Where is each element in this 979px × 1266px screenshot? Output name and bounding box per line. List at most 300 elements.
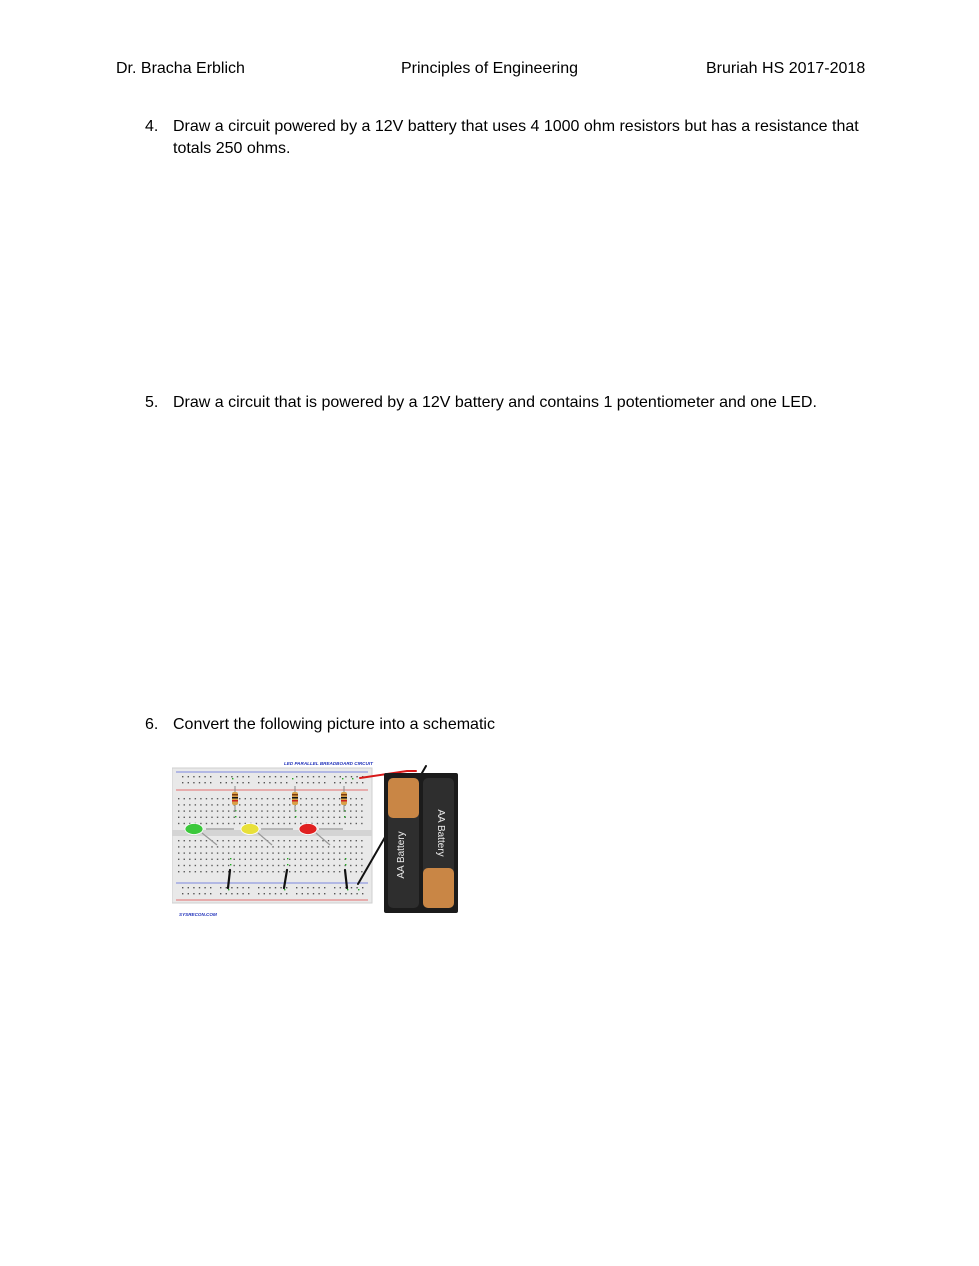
breadboard-hole [195, 798, 196, 799]
breadboard-hole [295, 865, 296, 866]
breadboard-hole [278, 798, 279, 799]
breadboard-hole [242, 893, 243, 894]
breadboard-hole [289, 817, 290, 818]
breadboard-hole [211, 871, 212, 872]
breadboard-hole [339, 871, 340, 872]
breadboard-hole [313, 782, 314, 783]
breadboard-hole [245, 846, 246, 847]
breadboard-hole [211, 859, 212, 860]
breadboard-hole [195, 804, 196, 805]
breadboard-hole [217, 804, 218, 805]
breadboard-hole [317, 798, 318, 799]
breadboard-hole [283, 859, 284, 860]
breadboard-hole [322, 804, 323, 805]
breadboard-hole [200, 804, 201, 805]
breadboard-hole [242, 776, 243, 777]
breadboard-hole [272, 865, 273, 866]
breadboard-hole [239, 871, 240, 872]
breadboard-hole [269, 776, 270, 777]
breadboard-hole [256, 804, 257, 805]
breadboard-hole [317, 823, 318, 824]
breadboard-hole [245, 804, 246, 805]
breadboard-hole [261, 804, 262, 805]
breadboard-hole [300, 840, 301, 841]
breadboard-hole [261, 823, 262, 824]
breadboard-hole [300, 846, 301, 847]
breadboard-hole [356, 804, 357, 805]
breadboard-hole [206, 840, 207, 841]
breadboard-hole [280, 782, 281, 783]
breadboard-hole [206, 871, 207, 872]
breadboard-hole [322, 810, 323, 811]
breadboard-hole [211, 804, 212, 805]
breadboard-hole [178, 823, 179, 824]
breadboard-hole [272, 823, 273, 824]
breadboard-hole [267, 871, 268, 872]
breadboard-hole [317, 852, 318, 853]
breadboard-hole [272, 871, 273, 872]
breadboard-hole [248, 782, 249, 783]
breadboard-hole [250, 859, 251, 860]
breadboard-hole [184, 817, 185, 818]
breadboard-hole [230, 858, 231, 859]
breadboard-hole [226, 776, 227, 777]
breadboard-hole [200, 865, 201, 866]
breadboard-hole [178, 846, 179, 847]
breadboard-hole [256, 798, 257, 799]
breadboard-hole [362, 782, 363, 783]
breadboard-hole [322, 823, 323, 824]
breadboard-hole [267, 865, 268, 866]
breadboard-hole [333, 852, 334, 853]
breadboard-hole [302, 893, 303, 894]
breadboard-hole [211, 798, 212, 799]
breadboard-hole [199, 782, 200, 783]
breadboard-hole [189, 798, 190, 799]
breadboard-hole [250, 798, 251, 799]
breadboard-hole [306, 810, 307, 811]
breadboard-hole [261, 810, 262, 811]
breadboard-hole [356, 776, 357, 777]
breadboard-hole [217, 817, 218, 818]
question-number: 6. [145, 716, 159, 733]
breadboard-hole [295, 871, 296, 872]
breadboard-hole [350, 871, 351, 872]
breadboard-hole [228, 852, 229, 853]
breadboard-hole [195, 840, 196, 841]
breadboard-hole [280, 893, 281, 894]
breadboard-hole [234, 865, 235, 866]
breadboard-hole [361, 865, 362, 866]
breadboard-hole [204, 887, 205, 888]
breadboard-hole [245, 871, 246, 872]
breadboard-hole [339, 840, 340, 841]
breadboard-hole [222, 865, 223, 866]
breadboard-hole [302, 782, 303, 783]
breadboard-hole [206, 852, 207, 853]
breadboard-hole [306, 852, 307, 853]
breadboard-hole [278, 871, 279, 872]
breadboard-hole [256, 846, 257, 847]
breadboard-hole [264, 776, 265, 777]
breadboard-hole [228, 865, 229, 866]
breadboard-hole [188, 782, 189, 783]
breadboard-hole [204, 776, 205, 777]
breadboard-hole [300, 798, 301, 799]
breadboard-hole [317, 817, 318, 818]
breadboard-hole [302, 776, 303, 777]
breadboard-hole [267, 798, 268, 799]
breadboard-hole [324, 887, 325, 888]
breadboard-hole [345, 846, 346, 847]
breadboard-hole [231, 893, 232, 894]
breadboard-hole [283, 810, 284, 811]
breadboard-hole [283, 804, 284, 805]
breadboard-hole [195, 865, 196, 866]
breadboard-hole [178, 840, 179, 841]
breadboard-hole [178, 817, 179, 818]
breadboard-hole [272, 810, 273, 811]
breadboard-hole [345, 840, 346, 841]
breadboard-hole [217, 846, 218, 847]
breadboard-hole [289, 852, 290, 853]
breadboard-hole [289, 871, 290, 872]
breadboard-hole [356, 840, 357, 841]
breadboard-hole [231, 776, 232, 777]
breadboard-hole [217, 823, 218, 824]
breadboard-hole [278, 823, 279, 824]
breadboard-hole [317, 846, 318, 847]
breadboard-hole [222, 852, 223, 853]
breadboard-hole [195, 817, 196, 818]
breadboard-hole [245, 840, 246, 841]
breadboard-hole [328, 859, 329, 860]
breadboard-hole [361, 852, 362, 853]
breadboard-hole [292, 778, 293, 779]
breadboard-hole [242, 887, 243, 888]
breadboard-hole [200, 859, 201, 860]
breadboard-hole [269, 782, 270, 783]
breadboard-hole [206, 846, 207, 847]
breadboard-hole [356, 817, 357, 818]
question-4 [145, 116, 865, 160]
breadboard-hole [261, 852, 262, 853]
breadboard-hole [184, 865, 185, 866]
breadboard-hole [200, 840, 201, 841]
breadboard-hole [258, 893, 259, 894]
breadboard-hole [184, 846, 185, 847]
breadboard-hole [245, 859, 246, 860]
breadboard-hole [311, 804, 312, 805]
breadboard-hole [217, 865, 218, 866]
breadboard-hole [211, 810, 212, 811]
breadboard-hole [258, 887, 259, 888]
breadboard-hole [228, 840, 229, 841]
breadboard-hole [345, 858, 346, 859]
breadboard-hole [350, 865, 351, 866]
breadboard-hole [256, 823, 257, 824]
breadboard-hole [210, 887, 211, 888]
breadboard-hole [211, 865, 212, 866]
breadboard-hole [318, 776, 319, 777]
breadboard-hole [340, 887, 341, 888]
breadboard-hole [245, 810, 246, 811]
breadboard-hole [237, 782, 238, 783]
breadboard-hole [306, 804, 307, 805]
breadboard-hole [234, 840, 235, 841]
breadboard-hole [356, 887, 357, 888]
breadboard-hole [195, 859, 196, 860]
breadboard-hole [311, 865, 312, 866]
breadboard-hole [195, 852, 196, 853]
breadboard-hole [278, 859, 279, 860]
breadboard-hole [226, 887, 227, 888]
breadboard-hole [322, 859, 323, 860]
breadboard-hole [334, 887, 335, 888]
green-led [185, 824, 203, 835]
breadboard-hole [306, 859, 307, 860]
breadboard-hole [242, 782, 243, 783]
breadboard-hole [295, 840, 296, 841]
breadboard-hole [322, 798, 323, 799]
breadboard-hole [182, 887, 183, 888]
breadboard-hole [280, 776, 281, 777]
breadboard-hole [256, 852, 257, 853]
breadboard-hole [311, 817, 312, 818]
breadboard-hole [239, 865, 240, 866]
breadboard-hole [261, 846, 262, 847]
breadboard-hole [322, 846, 323, 847]
breadboard-hole [188, 776, 189, 777]
breadboard-hole [295, 852, 296, 853]
breadboard-hole [211, 823, 212, 824]
breadboard-hole [184, 840, 185, 841]
breadboard-hole [307, 887, 308, 888]
breadboard-hole [256, 817, 257, 818]
breadboard-hole [204, 782, 205, 783]
breadboard-hole [275, 782, 276, 783]
question-5 [145, 392, 865, 414]
breadboard-hole [278, 846, 279, 847]
breadboard-hole [322, 852, 323, 853]
breadboard-hole [220, 776, 221, 777]
breadboard-hole [272, 804, 273, 805]
breadboard-hole [206, 859, 207, 860]
breadboard-hole [193, 782, 194, 783]
breadboard-hole [222, 804, 223, 805]
breadboard-hole [258, 776, 259, 777]
breadboard-hole [324, 776, 325, 777]
breadboard-hole [344, 816, 345, 817]
breadboard-hole [237, 776, 238, 777]
breadboard-hole [289, 865, 290, 866]
breadboard-hole [356, 846, 357, 847]
breadboard-hole [340, 776, 341, 777]
breadboard-hole [362, 887, 363, 888]
breadboard-hole [342, 778, 343, 779]
breadboard-hole [206, 810, 207, 811]
breadboard-hole [228, 817, 229, 818]
breadboard-hole [231, 887, 232, 888]
breadboard-hole [261, 798, 262, 799]
breadboard-hole [322, 817, 323, 818]
breadboard-hole [267, 804, 268, 805]
breadboard-hole [350, 823, 351, 824]
breadboard-hole [272, 859, 273, 860]
breadboard-hole [328, 865, 329, 866]
breadboard-hole [217, 810, 218, 811]
breadboard-hole [317, 810, 318, 811]
breadboard-hole [256, 859, 257, 860]
breadboard-hole [226, 782, 227, 783]
breadboard-hole [324, 782, 325, 783]
breadboard-hole [328, 846, 329, 847]
breadboard-hole [210, 776, 211, 777]
breadboard-hole [275, 893, 276, 894]
breadboard-hole [283, 798, 284, 799]
breadboard-hole [248, 776, 249, 777]
breadboard-hole [222, 798, 223, 799]
breadboard-hole [333, 846, 334, 847]
breadboard-hole [306, 840, 307, 841]
breadboard-hole [217, 852, 218, 853]
breadboard [172, 768, 372, 903]
breadboard-hole [267, 817, 268, 818]
breadboard-hole [289, 846, 290, 847]
breadboard-hole [178, 810, 179, 811]
question-text: Draw a circuit that is powered by a 12V battery and contains 1 potentiometer and one LED. [173, 394, 817, 411]
breadboard-hole [234, 852, 235, 853]
breadboard-hole [200, 871, 201, 872]
breadboard-hole [228, 798, 229, 799]
breadboard-hole [222, 846, 223, 847]
breadboard-hole [350, 859, 351, 860]
breadboard-hole [178, 865, 179, 866]
breadboard-hole [361, 859, 362, 860]
breadboard-hole [350, 817, 351, 818]
breadboard-hole [318, 782, 319, 783]
breadboard-hole [339, 798, 340, 799]
breadboard-hole [189, 871, 190, 872]
question-number: 5. [145, 394, 159, 411]
question-text: Convert the following picture into a schematic [173, 716, 495, 733]
breadboard-hole [313, 887, 314, 888]
breadboard-hole [250, 871, 251, 872]
breadboard-hole [284, 889, 285, 890]
breadboard-hole [333, 871, 334, 872]
breadboard-hole [361, 846, 362, 847]
breadboard-hole [306, 817, 307, 818]
breadboard-hole [206, 798, 207, 799]
breadboard-hole [311, 840, 312, 841]
breadboard-hole [295, 816, 296, 817]
breadboard-hole [228, 804, 229, 805]
breadboard-hole [189, 865, 190, 866]
breadboard-hole [296, 887, 297, 888]
breadboard-hole [256, 865, 257, 866]
breadboard-hole [182, 782, 183, 783]
breadboard-hole [267, 852, 268, 853]
breadboard-hole [295, 846, 296, 847]
breadboard-hole [189, 859, 190, 860]
breadboard-hole [234, 871, 235, 872]
breadboard-hole [356, 893, 357, 894]
breadboard-hole [333, 859, 334, 860]
header-school: Bruriah HS 2017-2018 [706, 60, 866, 77]
breadboard-hole [300, 817, 301, 818]
breadboard-hole [289, 798, 290, 799]
breadboard-hole [283, 871, 284, 872]
breadboard-hole [307, 893, 308, 894]
breadboard-hole [200, 823, 201, 824]
breadboard-hole [345, 776, 346, 777]
breadboard-hole [278, 810, 279, 811]
breadboard-hole [228, 859, 229, 860]
breadboard-hole [283, 817, 284, 818]
breadboard-hole [345, 782, 346, 783]
breadboard-hole [345, 864, 346, 865]
breadboard-hole [296, 893, 297, 894]
breadboard-hole [295, 823, 296, 824]
breadboard-hole [272, 817, 273, 818]
breadboard-hole [333, 823, 334, 824]
breadboard-hole [351, 782, 352, 783]
breadboard-hole [300, 852, 301, 853]
breadboard-hole [286, 782, 287, 783]
battery-label: AA Battery [435, 809, 446, 857]
breadboard-hole [193, 887, 194, 888]
breadboard-hole [302, 887, 303, 888]
breadboard-hole [317, 871, 318, 872]
breadboard-hole [339, 817, 340, 818]
breadboard-hole [362, 893, 363, 894]
breadboard-hole [356, 810, 357, 811]
breadboard-hole [199, 887, 200, 888]
breadboard-hole [189, 817, 190, 818]
breadboard-hole [234, 823, 235, 824]
breadboard-hole [286, 893, 287, 894]
breadboard-hole [351, 887, 352, 888]
breadboard-hole [339, 804, 340, 805]
breadboard-hole [269, 893, 270, 894]
breadboard-hole [189, 810, 190, 811]
breadboard-hole [300, 804, 301, 805]
breadboard-hole [250, 852, 251, 853]
breadboard-hole [361, 798, 362, 799]
breadboard-hole [261, 840, 262, 841]
breadboard-hole [256, 871, 257, 872]
breadboard-hole [178, 798, 179, 799]
breadboard-hole [184, 871, 185, 872]
breadboard-hole [356, 798, 357, 799]
breadboard-hole [193, 776, 194, 777]
red-led [299, 824, 317, 835]
breadboard-hole [300, 810, 301, 811]
breadboard-hole [334, 776, 335, 777]
breadboard-hole [317, 859, 318, 860]
breadboard-hole [300, 871, 301, 872]
breadboard-hole [361, 810, 362, 811]
breadboard-hole [245, 798, 246, 799]
breadboard-hole [333, 798, 334, 799]
breadboard-hole [211, 817, 212, 818]
breadboard-hole [217, 859, 218, 860]
breadboard-hole [289, 810, 290, 811]
breadboard-hole [261, 871, 262, 872]
breadboard-hole [232, 778, 233, 779]
question-6 [145, 714, 865, 736]
breadboard-hole [250, 840, 251, 841]
